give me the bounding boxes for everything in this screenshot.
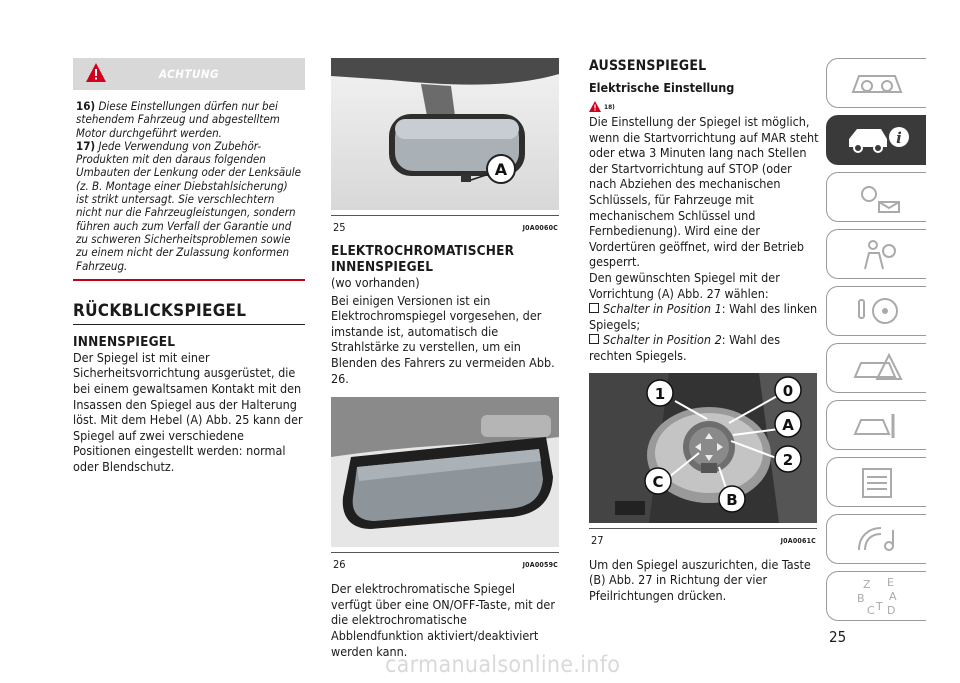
section-heading-line: INNENSPIEGEL <box>331 259 434 275</box>
technical-data-icon <box>849 465 905 499</box>
multimedia-icon <box>849 522 905 556</box>
warning-item-number: 17) <box>76 138 96 153</box>
bullet-text: : Wahl des rechten Spiegels. <box>589 332 781 363</box>
body-text: Um den Spiegel auszurichten, die Taste (B) Abb. 27 in Richtung der vier Pfeilrichtungen drücken. <box>589 556 811 603</box>
figure-number: 27 <box>591 533 604 547</box>
warning-item-text: Diese Einstellungen dürfen nur bei stehendem Fahrzeug und abgestelltem Motor durchgeführt werden. <box>76 99 280 140</box>
index-letter: D <box>886 604 895 616</box>
figure-code: J0A0059C <box>522 561 558 570</box>
bullet-item <box>589 332 819 363</box>
body-text: Der Spiegel ist mit einer Sicherheitsvorrichtung ausgerüstet, die bei einem gewaltsamen Kontakt mit den Insassen den Spiegel aus der Halterung löst. Mit dem Hebel (A) Abb. 25 kann der Spiegel auf zwei verschiedene Positionen eingestellt werden: normal oder Blendschutz. <box>73 349 303 475</box>
figure-27 <box>589 373 817 547</box>
figure-caption <box>331 215 559 234</box>
safety-airbag-icon <box>849 237 905 271</box>
bullet-italic: Schalter in Position 2 <box>603 332 722 348</box>
checkbox-bullet-icon <box>589 334 599 344</box>
figure-code: J0A0061C <box>780 536 816 545</box>
tab-maintenance[interactable] <box>826 400 926 450</box>
index-letter: E <box>886 576 894 589</box>
column-left <box>73 58 305 475</box>
availability-note: (wo vorhanden) <box>331 275 420 290</box>
figure-label-c: C <box>652 472 664 491</box>
warning-item <box>76 140 301 273</box>
tab-index[interactable] <box>826 571 926 621</box>
index-letter: T <box>875 600 883 613</box>
body-text: Der elektrochromatische Spiegel verfügt über eine ON/OFF-Taste, mit der die elektrochromatische Abblendfunktion aktiviert/deaktiviert werden kann. <box>331 581 555 659</box>
tab-dashboard[interactable] <box>826 58 926 108</box>
tab-multimedia[interactable] <box>826 514 926 564</box>
bullet-text: : Wahl des linken Spiegels; <box>589 301 818 332</box>
tab-lights-warning[interactable] <box>826 172 926 222</box>
watermark: carmanualsonline.info <box>385 652 621 678</box>
figure-label-b: B <box>726 490 738 509</box>
lights-warning-icon <box>849 180 905 214</box>
subsection-heading: INNENSPIEGEL <box>73 333 176 350</box>
body-text: Die Einstellung der Spiegel ist möglich, wenn die Startvorrichtung auf MAR steht oder etwa 3 Minuten lang nach Stellen der Startvorrichtung auf STOP (oder nach Abziehen des mechanischen Schlüssels, für Fahrzeuge mit mechanischem Schlüssel und Fernbedienung). Wird eine der Vordertüren geöffnet, wird der Betrieb gesperrt. <box>589 114 819 270</box>
subsection-heading: Elektrische Einstellung <box>589 80 735 95</box>
warning-item-text: Jede Verwendung von Zubehör-Produkten mit den daraus folgenden Umbauten der Lenkung oder der Lenksäule (z. B. Montage einer Diebstahlsicherung) ist strikt untersagt. Sie verschlechtern nicht nur die Fahrzeugleistungen, sondern führen auch zum Verfall der Garantie und zu schweren Sicherheitsproblemen sowie zu einem nicht der Zulassung konformen Fahrzeug. <box>76 138 301 273</box>
body-text: Den gewünschten Spiegel mit der Vorrichtung (A) Abb. 27 wählen: <box>589 269 780 301</box>
column-middle <box>331 58 559 659</box>
tab-emergency[interactable] <box>826 343 926 393</box>
figure-label-1: 1 <box>654 384 666 403</box>
dashboard-icon <box>849 66 905 100</box>
warning-body <box>73 90 305 281</box>
figure-code: J0A0060C <box>522 224 558 232</box>
figure-caption <box>589 528 817 547</box>
figure-label-2: 2 <box>782 450 794 469</box>
index-letter: A <box>888 590 897 603</box>
section-heading <box>331 243 559 275</box>
page-number: 25 <box>829 628 847 646</box>
electrochromic-mirror-photo <box>331 397 559 547</box>
interior-mirror-photo <box>331 58 559 210</box>
warning-item <box>76 100 301 140</box>
warning-item-number: 16) <box>76 99 96 113</box>
section-heading: RÜCKBLICKSPIEGEL <box>73 301 305 325</box>
checkbox-bullet-icon <box>589 303 599 313</box>
index-letter: Z <box>862 578 871 591</box>
warning-reference-number: 18) <box>604 103 615 111</box>
maintenance-icon <box>849 408 905 442</box>
figure-label-0: 0 <box>782 381 794 400</box>
warning-reference <box>589 101 819 112</box>
warning-triangle-icon <box>589 101 601 112</box>
tab-car-info[interactable] <box>826 115 926 165</box>
figure-number: 26 <box>333 558 346 572</box>
bullet-item <box>589 301 819 332</box>
section-heading: AUSSENSPIEGEL <box>589 58 707 74</box>
tab-technical-data[interactable] <box>826 457 926 507</box>
warning-title: ACHTUNG <box>158 67 219 81</box>
bullet-italic: Schalter in Position 1 <box>603 301 722 317</box>
warning-header <box>73 58 305 90</box>
tab-safety[interactable] <box>826 229 926 279</box>
body-text: Bei einigen Versionen ist ein Elektrochromspiegel vorgesehen, der imstande ist, automatisch die Strahlstärke zu verstellen, um ein Blenden des Fahrers zu vermeiden Abb. 26. <box>331 292 555 386</box>
chapter-sidebar <box>826 58 926 628</box>
index-letter: C <box>866 604 875 616</box>
figure-label-a: A <box>494 160 508 179</box>
figure-number: 25 <box>333 221 346 234</box>
index-icon <box>849 576 905 616</box>
figure-26 <box>331 397 559 571</box>
tab-starting-driving[interactable] <box>826 286 926 336</box>
figure-label-a: A <box>782 415 794 434</box>
starting-driving-icon <box>849 294 905 328</box>
section-heading-line: ELEKTROCHROMATISCHER <box>331 243 515 259</box>
svg-text:i: i <box>895 129 902 147</box>
mirror-switch-photo <box>589 373 817 523</box>
emergency-icon <box>849 351 905 385</box>
car-info-icon <box>845 123 909 157</box>
figure-caption <box>331 552 559 571</box>
column-right <box>589 58 819 603</box>
figure-25 <box>331 58 559 234</box>
index-letter: B <box>856 592 865 605</box>
